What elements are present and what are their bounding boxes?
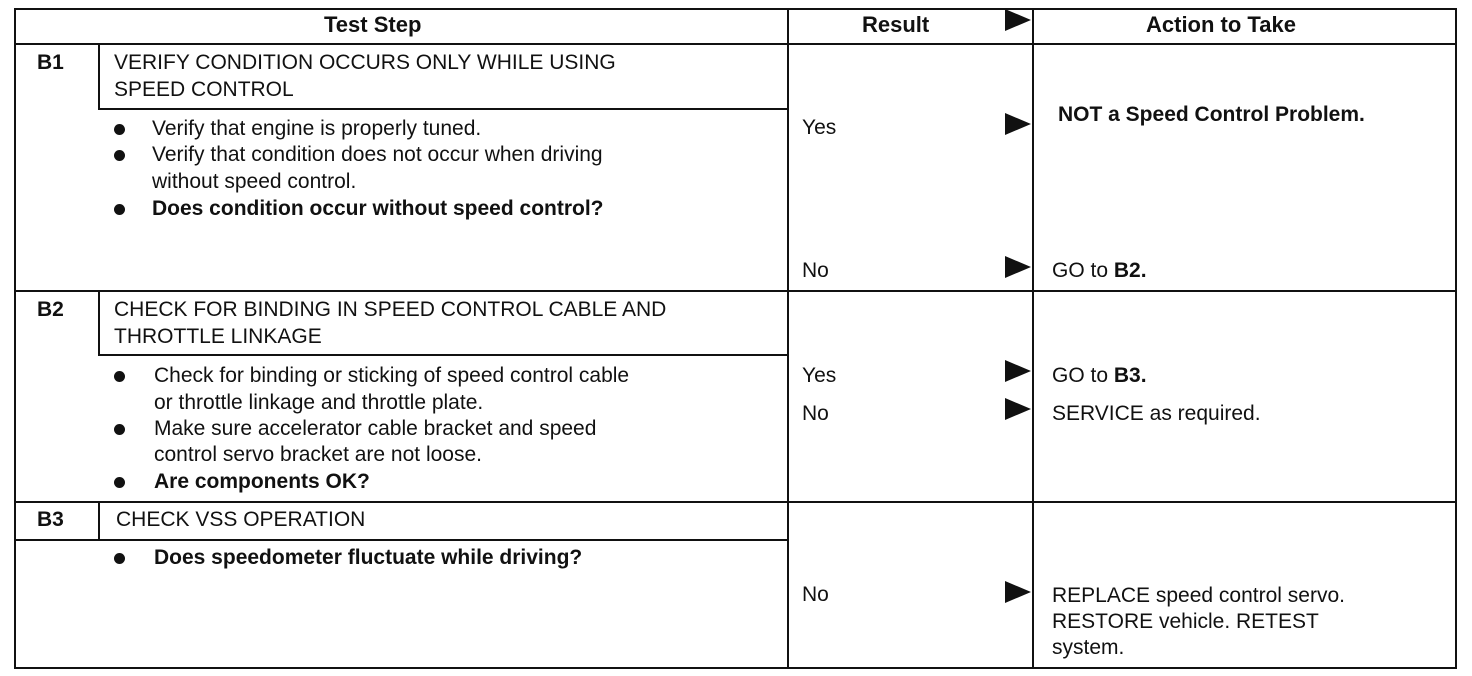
row-divider-b2 [14,290,1457,292]
b3-action-no-line-2: RESTORE vehicle. RETEST [1052,610,1319,633]
bullet-icon [114,150,125,161]
b2-bullet-2-line-1: Make sure accelerator cable bracket and speed [154,417,597,440]
b2-title-line-2: THROTTLE LINKAGE [114,325,322,348]
step-id-b3: B3 [37,508,64,531]
b2-action-yes [1052,363,1147,390]
b1-title-underline [98,108,789,110]
b1-action-no-step: B2. [1113,259,1147,282]
bullet-icon [114,204,125,215]
b1-action-no-prefix: GO to [1052,259,1114,282]
header-test-step: Test Step [324,12,422,37]
b3-action-no-line-1: REPLACE speed control servo. [1052,584,1345,607]
b2-result-no: No [802,402,829,425]
b3-result-no: No [802,583,829,606]
b1-bullet-2-line-1: Verify that condition does not occur when driving [152,143,603,166]
column-divider-action [1032,8,1034,669]
bullet-icon [114,371,125,382]
result-arrow-icon [1005,113,1031,135]
b3-action-no-line-3: system. [1052,636,1125,659]
table-border-top [14,8,1457,10]
bullet-icon [114,553,125,564]
row-divider-b3 [14,501,1457,503]
b2-action-yes-step: B3. [1113,364,1147,387]
b2-result-yes: Yes [802,364,837,387]
b2-bullet-2-line-2: control servo bracket are not loose. [154,443,483,466]
table-border-bottom [14,667,1457,669]
step-id-b2: B2 [37,298,64,321]
bullet-icon [114,424,125,435]
b3-id-divider [98,501,100,541]
b1-bullet-3: Does condition occur without speed control? [152,197,604,220]
header-arrow-icon [1005,9,1031,31]
b1-action-yes: NOT a Speed Control Problem. [1058,103,1365,126]
table-border-left [14,8,16,669]
b3-bullet-1: Does speedometer fluctuate while driving? [154,546,583,569]
b1-title-line-2: SPEED CONTROL [114,78,294,101]
result-arrow-icon [1005,398,1031,420]
result-arrow-icon [1005,256,1031,278]
b1-bullet-2-line-2: without speed control. [152,170,357,193]
b3-title-line-1: CHECK VSS OPERATION [116,508,366,531]
b2-action-yes-prefix: GO to [1052,364,1114,387]
b1-bullet-1: Verify that engine is properly tuned. [152,117,482,140]
b2-bullet-1-line-2: or throttle linkage and throttle plate. [154,391,484,414]
bullet-icon [114,477,125,488]
bullet-icon [114,124,125,135]
b2-id-divider [98,290,100,356]
result-arrow-icon [1005,360,1031,382]
table-border-right [1455,8,1457,669]
b2-title-underline [98,354,789,356]
b2-bullet-3: Are components OK? [154,470,370,493]
header-result: Result [862,12,930,37]
header-divider [14,43,1457,45]
b1-action-no [1052,258,1147,285]
step-id-b1: B1 [37,51,64,74]
b1-result-yes: Yes [802,116,837,139]
b2-bullet-1-line-1: Check for binding or sticking of speed control cable [154,364,630,387]
b1-result-no: No [802,259,829,282]
b1-id-divider [98,43,100,110]
b1-title-line-1: VERIFY CONDITION OCCURS ONLY WHILE USING [114,51,616,74]
b2-action-no: SERVICE as required. [1052,402,1261,425]
b3-title-underline [14,539,789,541]
result-arrow-icon [1005,581,1031,603]
b2-title-line-1: CHECK FOR BINDING IN SPEED CONTROL CABLE AND [114,298,667,321]
header-action: Action to Take [1146,12,1296,37]
